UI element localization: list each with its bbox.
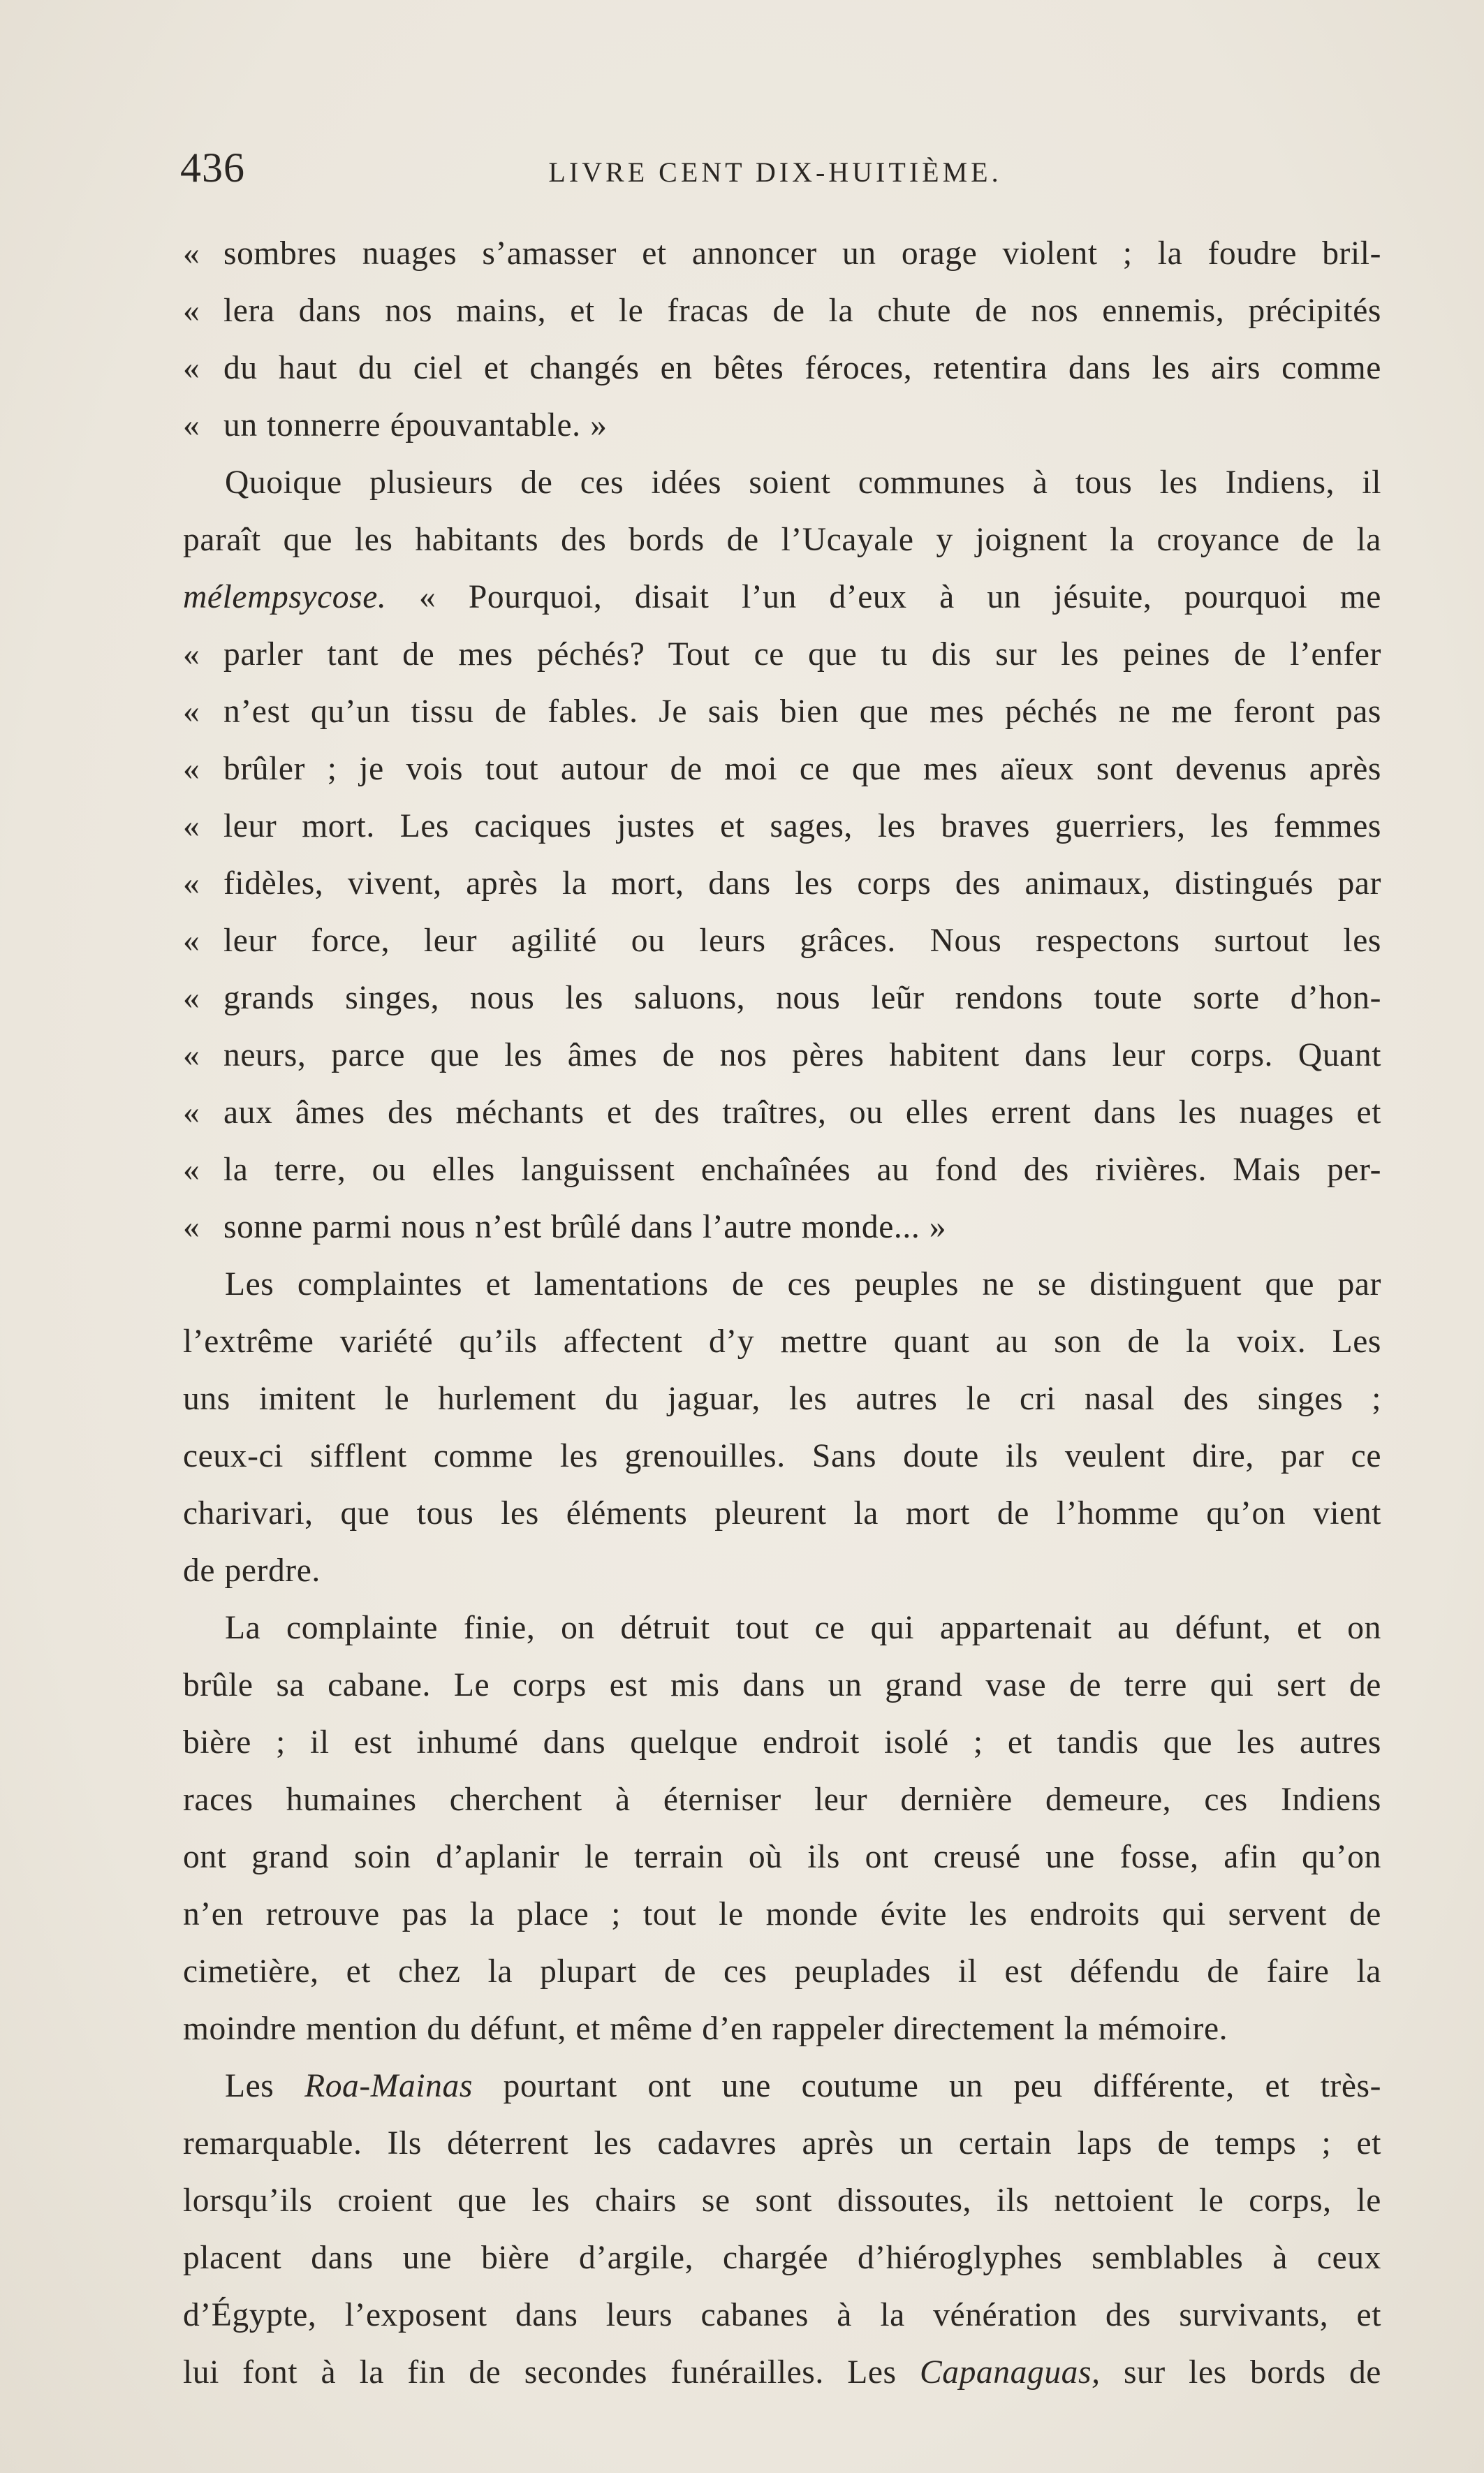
text-line: ont grand soin d’aplanir le terrain où ils ont creusé une fosse, afin qu’on bbox=[183, 1839, 1381, 1875]
quote-mark: « bbox=[183, 923, 200, 959]
line-text: grands singes, nous les saluons, nous leũr rendons toute sorte d’hon- bbox=[223, 980, 1381, 1016]
body-text bbox=[183, 225, 1381, 2401]
text-line bbox=[183, 282, 1381, 339]
text-line: remarquable. Ils déterrent les cadavres après un certain laps de temps ; et bbox=[183, 2125, 1381, 2162]
quote-mark: « bbox=[183, 407, 200, 443]
text-line bbox=[183, 855, 1381, 912]
text-line: l’extrême variété qu’ils affectent d’y mettre quant au son de la voix. Les bbox=[183, 1323, 1381, 1360]
text-line bbox=[183, 568, 1381, 626]
text-line: de perdre. bbox=[183, 1553, 321, 1589]
text-line bbox=[183, 339, 1381, 397]
line-text: « Pourquoi, disait l’un d’eux à un jésuite, pourquoi me bbox=[386, 579, 1381, 615]
line-text: leur force, leur agilité ou leurs grâces. Nous respectons surtout les bbox=[223, 923, 1381, 959]
text-line bbox=[183, 1198, 1381, 1256]
text-line: moindre mention du défunt, et même d’en rappeler directement la mémoire. bbox=[183, 2011, 1228, 2047]
text-line: uns imitent le hurlement du jaguar, les autres le cri nasal des singes ; bbox=[183, 1381, 1381, 1417]
line-text: lera dans nos mains, et le fracas de la chute de nos ennemis, précipités bbox=[223, 293, 1381, 329]
line-text: sonne parmi nous n’est brûlé dans l’autre monde... » bbox=[223, 1209, 947, 1245]
text-line: charivari, que tous les éléments pleurent la mort de l’homme qu’on vient bbox=[183, 1495, 1381, 1532]
line-text: neurs, parce que les âmes de nos pères habitent dans leur corps. Quant bbox=[223, 1037, 1381, 1073]
text-line: cimetière, et chez la plupart de ces peuplades il est défendu de faire la bbox=[183, 1953, 1381, 1990]
running-title: LIVRE CENT DIX-HUITIÈME. bbox=[548, 156, 1002, 188]
line-text: un tonnerre épouvantable. » bbox=[223, 407, 608, 443]
text-line: bière ; il est inhumé dans quelque endroit isolé ; et tandis que les autres bbox=[183, 1724, 1381, 1761]
text-line bbox=[183, 626, 1381, 683]
line-text: la terre, ou elles languissent enchaînées au fond des rivières. Mais per- bbox=[223, 1152, 1381, 1188]
quote-mark: « bbox=[183, 1209, 200, 1245]
text-line: Quoique plusieurs de ces idées soient communes à tous les Indiens, il bbox=[225, 464, 1381, 501]
text-line: lorsqu’ils croient que les chairs se sont dissoutes, ils nettoient le corps, le bbox=[183, 2182, 1381, 2219]
text-line bbox=[183, 912, 1381, 969]
text-line bbox=[183, 740, 1381, 798]
italic-term: mélempsycose. bbox=[183, 579, 387, 615]
quote-mark: « bbox=[183, 1094, 200, 1131]
quote-mark: « bbox=[183, 694, 200, 730]
text-line: Les complaintes et lamentations de ces peuples ne se distinguent que par bbox=[225, 1266, 1381, 1302]
text-line: brûle sa cabane. Le corps est mis dans un grand vase de terre qui sert de bbox=[183, 1667, 1381, 1703]
line-text: pourtant ont une coutume un peu différente, et très- bbox=[472, 2068, 1382, 2104]
line-text: Les bbox=[225, 2068, 305, 2104]
text-line: La complainte finie, on détruit tout ce qui appartenait au défunt, et on bbox=[225, 1610, 1381, 1646]
line-text: sombres nuages s’amasser et annoncer un orage violent ; la foudre bril- bbox=[223, 235, 1381, 272]
page-number: 436 bbox=[180, 145, 245, 191]
text-line bbox=[183, 2344, 1381, 2401]
quote-mark: « bbox=[183, 865, 200, 902]
line-text: brûler ; je vois tout autour de moi ce que mes aïeux sont devenus après bbox=[223, 751, 1381, 787]
quote-mark: « bbox=[183, 980, 200, 1016]
italic-term: Roa-Mainas bbox=[304, 2068, 473, 2104]
line-text: parler tant de mes péchés? Tout ce que tu dis sur les peines de l’enfer bbox=[223, 636, 1381, 673]
quote-mark: « bbox=[183, 1152, 200, 1188]
line-text: leur mort. Les caciques justes et sages, les braves guerriers, les femmes bbox=[223, 808, 1381, 844]
text-line bbox=[183, 397, 1381, 454]
text-line: ceux-ci sifflent comme les grenouilles. Sans doute ils veulent dire, par ce bbox=[183, 1438, 1381, 1474]
text-line: placent dans une bière d’argile, chargée d’hiéroglyphes semblables à ceux bbox=[183, 2240, 1381, 2276]
quote-mark: « bbox=[183, 293, 200, 329]
page-header bbox=[175, 140, 1376, 203]
quote-mark: « bbox=[183, 636, 200, 673]
text-line bbox=[183, 1027, 1381, 1084]
line-text: du haut du ciel et changés en bêtes féroces, retentira dans les airs comme bbox=[223, 350, 1381, 386]
text-line: d’Égypte, l’exposent dans leurs cabanes à la vénération des survivants, et bbox=[183, 2297, 1381, 2333]
text-line: races humaines cherchent à éterniser leur dernière demeure, ces Indiens bbox=[183, 1782, 1381, 1818]
text-line bbox=[183, 969, 1381, 1027]
line-text: fidèles, vivent, après la mort, dans les corps des animaux, distingués par bbox=[223, 865, 1381, 902]
text-line: paraît que les habitants des bords de l’Ucayale y joignent la croyance de la bbox=[183, 522, 1381, 558]
italic-term: Capanaguas, bbox=[919, 2354, 1101, 2391]
quote-mark: « bbox=[183, 1037, 200, 1073]
quote-mark: « bbox=[183, 350, 200, 386]
line-text: n’est qu’un tissu de fables. Je sais bien que mes péchés ne me feront pas bbox=[223, 694, 1381, 730]
text-line: n’en retrouve pas la place ; tout le monde évite les endroits qui servent de bbox=[183, 1896, 1381, 1932]
text-line bbox=[183, 798, 1381, 855]
quote-mark: « bbox=[183, 808, 200, 844]
text-line bbox=[183, 683, 1381, 740]
text-line bbox=[183, 2057, 1381, 2115]
quote-mark: « bbox=[183, 235, 200, 272]
line-text: sur les bords de bbox=[1100, 2354, 1381, 2391]
text-line bbox=[183, 225, 1381, 282]
text-line bbox=[183, 1141, 1381, 1198]
text-line bbox=[183, 1084, 1381, 1141]
quote-mark: « bbox=[183, 751, 200, 787]
line-text: lui font à la fin de secondes funérailles. Les bbox=[183, 2354, 920, 2391]
line-text: aux âmes des méchants et des traîtres, ou elles errent dans les nuages et bbox=[223, 1094, 1381, 1131]
